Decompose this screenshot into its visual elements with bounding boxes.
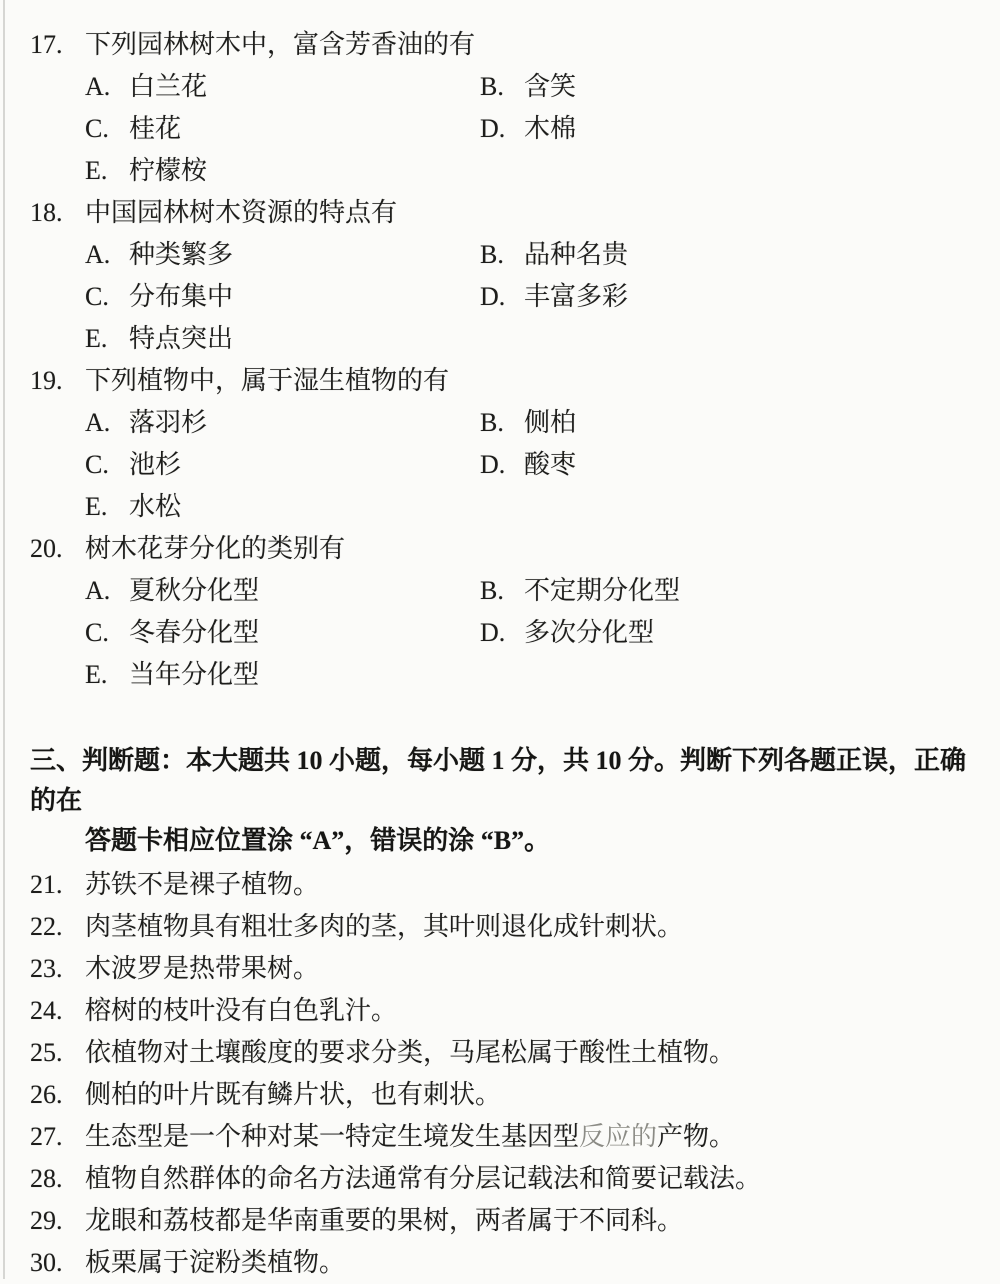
question-number: 30.: [30, 1248, 63, 1277]
option-text: 木棉: [524, 114, 577, 143]
tf-question-23: [30, 948, 982, 990]
option-a: [85, 402, 480, 444]
question-text: 苏铁不是裸子植物。: [85, 870, 320, 899]
question-number: 19.: [30, 366, 63, 395]
option-label: A.: [85, 576, 111, 605]
option-text: 侧柏: [524, 408, 577, 437]
tf-question-25: [30, 1032, 982, 1074]
question-number: 29.: [30, 1206, 63, 1235]
options-grid: [85, 66, 982, 192]
option-label: A.: [85, 240, 111, 269]
question-text: 依植物对土壤酸度的要求分类，马尾松属于酸性土植物。: [85, 1038, 736, 1067]
question-18: [30, 192, 982, 360]
option-b: [480, 66, 982, 108]
tf-question-26: [30, 1074, 982, 1116]
question-stem: 下列园林树木中，富含芳香油的有: [85, 30, 476, 59]
question-number: 28.: [30, 1164, 63, 1193]
option-text: 柠檬桉: [129, 156, 208, 185]
question-number: 20.: [30, 534, 63, 563]
tf-question-28: [30, 1158, 982, 1200]
question-number: 23.: [30, 954, 63, 983]
tf-question-24: [30, 990, 982, 1032]
question-17: [30, 24, 982, 192]
section-header-judgment: [30, 741, 982, 861]
question-text-part: 产物。: [657, 1122, 736, 1151]
option-c: [85, 444, 480, 486]
question-stem: 树木花芽分化的类别有: [85, 534, 346, 563]
option-label: A.: [85, 72, 111, 101]
question-number: 17.: [30, 30, 63, 59]
option-text: 池杉: [129, 450, 182, 479]
options-grid: [85, 570, 982, 696]
option-text: 酸枣: [524, 450, 577, 479]
option-text: 品种名贵: [524, 240, 629, 269]
option-text: 水松: [129, 492, 182, 521]
option-d: [480, 612, 982, 654]
option-label: B.: [480, 72, 504, 101]
option-text: 种类繁多: [129, 240, 234, 269]
question-text: 植物自然群体的命名方法通常有分层记载法和简要记载法。: [85, 1164, 762, 1193]
option-label: C.: [85, 282, 109, 311]
option-e: [85, 654, 480, 696]
question-stem-line: [30, 192, 982, 234]
option-label: C.: [85, 114, 109, 143]
option-b: [480, 234, 982, 276]
option-text: 落羽杉: [129, 408, 208, 437]
option-label: E.: [85, 492, 108, 521]
question-number: 26.: [30, 1080, 63, 1109]
option-text: 冬春分化型: [129, 618, 260, 647]
option-text: 含笑: [524, 72, 577, 101]
question-stem-line: [30, 24, 982, 66]
option-label: D.: [480, 450, 506, 479]
option-text: 丰富多彩: [524, 282, 629, 311]
option-text: 白兰花: [129, 72, 208, 101]
question-number: 18.: [30, 198, 63, 227]
option-d: [480, 276, 982, 318]
option-c: [85, 108, 480, 150]
option-text: 多次分化型: [524, 618, 655, 647]
question-number: 22.: [30, 912, 63, 941]
tf-question-30: [30, 1242, 982, 1284]
question-19: [30, 360, 982, 528]
option-label: B.: [480, 240, 504, 269]
option-label: E.: [85, 660, 108, 689]
option-b: [480, 570, 982, 612]
option-e: [85, 318, 480, 360]
question-number: 25.: [30, 1038, 63, 1067]
options-grid: [85, 234, 982, 360]
options-grid: [85, 402, 982, 528]
option-c: [85, 276, 480, 318]
option-text: 不定期分化型: [524, 576, 681, 605]
question-stem-line: [30, 528, 982, 570]
option-label: A.: [85, 408, 111, 437]
question-text: [85, 1122, 735, 1151]
question-text: 龙眼和荔枝都是华南重要的果树，两者属于不同科。: [85, 1206, 684, 1235]
option-a: [85, 66, 480, 108]
option-label: B.: [480, 576, 504, 605]
option-a: [85, 570, 480, 612]
question-text: 肉茎植物具有粗壮多肉的茎，其叶则退化成针刺状。: [85, 912, 684, 941]
option-e: [85, 486, 480, 528]
option-label: D.: [480, 114, 506, 143]
question-text: 木波罗是热带果树。: [85, 954, 320, 983]
option-label: B.: [480, 408, 504, 437]
tf-question-29: [30, 1200, 982, 1242]
tf-question-21: [30, 864, 982, 906]
scan-edge-artifact: [3, 0, 5, 1279]
question-text-part: 生态型是一个种对某一特定生境发生基因型: [85, 1122, 580, 1151]
question-number: 21.: [30, 870, 63, 899]
option-label: C.: [85, 450, 109, 479]
option-text: 当年分化型: [129, 660, 260, 689]
option-label: D.: [480, 618, 506, 647]
question-text: 榕树的枝叶没有白色乳汁。: [85, 996, 398, 1025]
question-stem-line: [30, 360, 982, 402]
section-header-line2: 答题卡相应位置涂 “A”，错误的涂 “B”。: [85, 826, 551, 855]
section-header-line1: 三、判断题：本大题共 10 小题，每小题 1 分，共 10 分。判断下列各题正误，正确的在: [30, 746, 967, 815]
question-text-faded-part: 反应的: [579, 1122, 658, 1151]
option-c: [85, 612, 480, 654]
option-text: 桂花: [129, 114, 182, 143]
option-e: [85, 150, 480, 192]
option-label: C.: [85, 618, 109, 647]
question-text: 侧柏的叶片既有鳞片状，也有刺状。: [85, 1080, 502, 1109]
option-text: 夏秋分化型: [129, 576, 260, 605]
option-text: 特点突出: [129, 324, 234, 353]
tf-question-27: [30, 1116, 982, 1158]
question-number: 27.: [30, 1122, 63, 1151]
question-stem: 中国园林树木资源的特点有: [85, 198, 398, 227]
question-20: [30, 528, 982, 696]
option-label: E.: [85, 324, 108, 353]
option-label: D.: [480, 282, 506, 311]
option-text: 分布集中: [129, 282, 234, 311]
option-b: [480, 402, 982, 444]
option-d: [480, 444, 982, 486]
option-label: E.: [85, 156, 108, 185]
option-d: [480, 108, 982, 150]
question-stem: 下列植物中，属于湿生植物的有: [85, 366, 450, 395]
option-a: [85, 234, 480, 276]
question-number: 24.: [30, 996, 63, 1025]
question-text: 板栗属于淀粉类植物。: [85, 1248, 346, 1277]
tf-question-22: [30, 906, 982, 948]
judgment-question-list: [30, 864, 982, 1284]
